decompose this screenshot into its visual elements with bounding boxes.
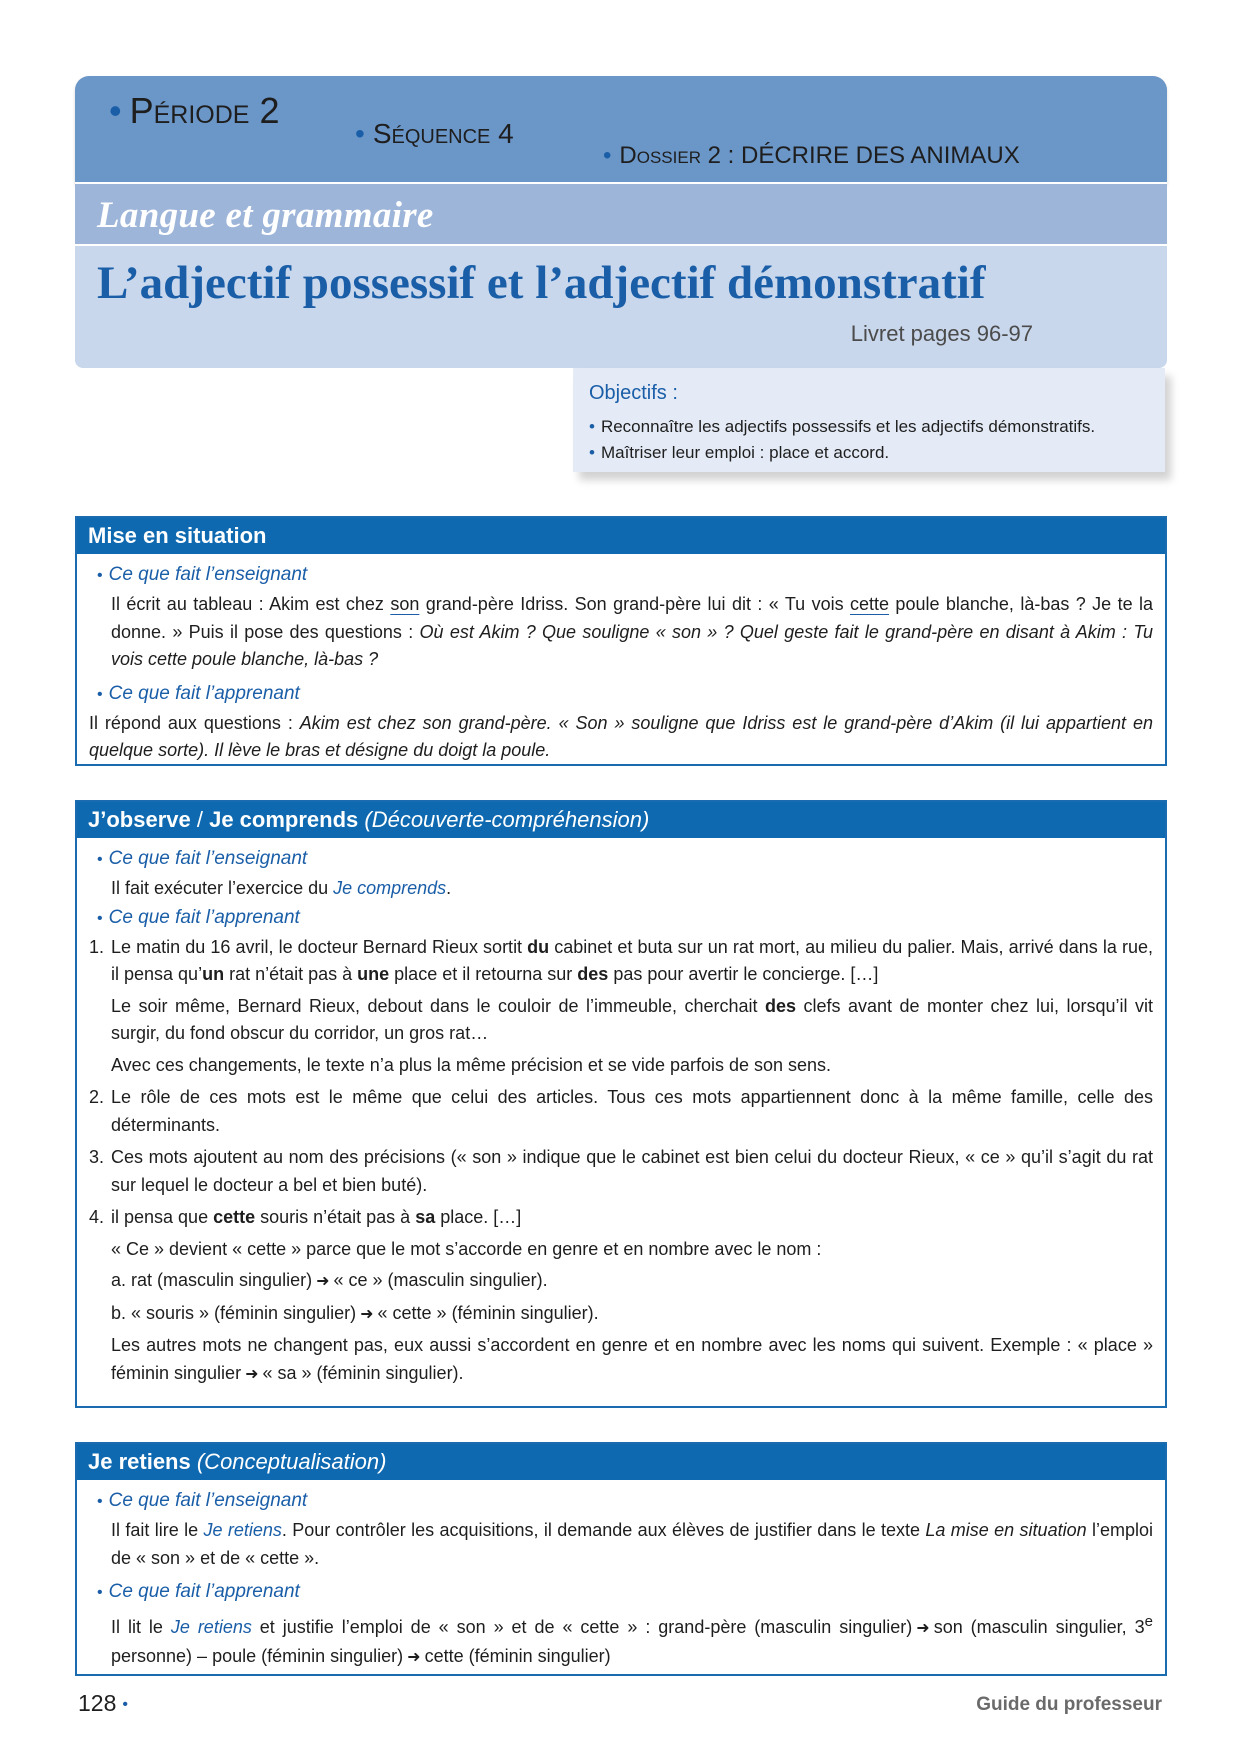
answer-item-1: 1. Le matin du 16 avril, le docteur Bernard Rieux sortit du cabinet et buta sur un rat mort, au milieu du palier. Mais, arrivé dans la rue, il pensa qu’un rat n’était pas à une place et il retourna sur des pas pour avertir le concierge. […] Le soir même, Bernard Rieux, debout dans le couloir de l’immeuble, cherchait des clefs avant de monter chez lui, lorsqu’il vit surgir, du fond obscur du corridor, un gros rat… Avec ces changements, le texte n’a plus la même précision et se vide parfois de son sens. [89,936,1153,1075]
arrow-icon: ➜ [407,1648,421,1666]
observe-comprends-section [75,800,1167,1408]
enseignant-text: Il fait lire le Je retiens. Pour contrôler les acquisitions, il demande aux élèves de justifier dans le texte La mise en situation l’emploi de « son » et de « cette ». [111,1520,1154,1568]
livret-reference: Livret pages 96-97 [850,321,1033,346]
answer-item-4: 4. il pensa que cette souris n’était pas à sa place. […] « Ce » devient « cette » parce que le mot s’accorde en genre et en nombre avec le nom : a. rat (masculin singulier) ➜ « ce » (masculin singulier). b. « souris » (féminin singulier) ➜ « cette » (féminin singulier). Les autres mots ne changent pas, eux aussi s’accordent en genre et en nombre avec les noms qui suivent. Exemple : « place » féminin singulier ➜ « sa » (féminin singulier). [89,1207,1153,1383]
arrow-icon: ➜ [316,1273,330,1290]
bullet-icon: • [109,90,122,131]
answer-item-2: 2. Le rôle de ces mots est le même que celui des articles. Tous ces mots appartiennent donc à la même famille, celle des déterminants. [89,1087,1153,1135]
answer-item-3: 3. Ces mots ajoutent au nom des précisions (« son » indique que le cabinet est bien celui du docteur Rieux, « ce » qu’il s’agit du rat sur lequel le docteur a bel et bien buté). [89,1147,1153,1195]
dossier-label: • Dossier 2 : DÉCRIRE DES ANIMAUX [603,142,1020,169]
apprenant-subheading: • Ce que fait l’apprenant [97,906,300,928]
enseignant-text: Il fait exécuter l’exercice du Je comprends. [111,878,452,898]
section-heading: Mise en situation [77,518,1165,554]
sequence-label: • Séquence 4 [355,118,514,149]
periode-label: • Période 2 [109,90,280,131]
section-heading: J’observe / Je comprends (Découverte-compréhension) [77,802,1165,838]
apprenant-subheading: • Ce que fait l’apprenant [97,682,300,704]
objective-item: • Reconnaître les adjectifs possessifs et les adjectifs démonstratifs. [589,417,1096,436]
objective-item: • Maîtriser leur emploi : place et accord. [589,443,890,462]
enseignant-subheading: • Ce que fait l’enseignant [97,564,308,585]
bullet-icon: • [122,1695,128,1713]
objectives-title: Objectifs : [589,382,678,404]
page-title: L’adjectif possessif et l’adjectif démonstratif [97,257,986,309]
objectives-box [573,368,1165,472]
bullet-icon: • [355,118,365,149]
section-heading: Je retiens (Conceptualisation) [77,1444,1165,1480]
apprenant-subheading: • Ce que fait l’apprenant [97,1581,300,1602]
arrow-icon: ➜ [360,1305,374,1323]
bullet-icon: • [603,142,612,169]
arrow-icon: ➜ [916,1620,930,1637]
apprenant-text: Il lit le Je retiens et justifie l’emploi de « son » et de « cette » : grand-père (masculin singulier) ➜ son (masculin singulier, 3e personne) – poule (féminin singulier) ➜ cette (féminin singulier) [111,1613,1153,1666]
footer-guide-label: Guide du professeur [976,1694,1162,1715]
je-retiens-section [75,1442,1167,1676]
page-header [75,76,1167,368]
apprenant-text: Il répond aux questions : Akim est chez son grand-père. « Son » souligne que Idriss est le grand-père d’Akim (il lui appartient en quelque sorte). Il lève le bras et désigne du doigt la poule. [89,712,1153,760]
enseignant-subheading: • Ce que fait l’enseignant [97,848,308,869]
enseignant-subheading: • Ce que fait l’enseignant [97,1490,308,1511]
arrow-icon: ➜ [245,1365,259,1383]
mise-en-situation-section [75,516,1167,766]
enseignant-text: Il écrit au tableau : Akim est chez son grand-père Idriss. Son grand-père lui dit : « Tu vois cette poule blanche, là-bas ? Je te la donne. » Puis il pose des questions : Où est Akim ? Que souligne « son » ? Quel geste fait le grand-père en disant à Akim : Tu vois cette poule blanche, là-bas ? [111,594,1154,669]
page-number: 128 • [78,1690,128,1716]
section-label: Langue et grammaire [97,195,434,236]
objectives-list [589,414,1095,466]
